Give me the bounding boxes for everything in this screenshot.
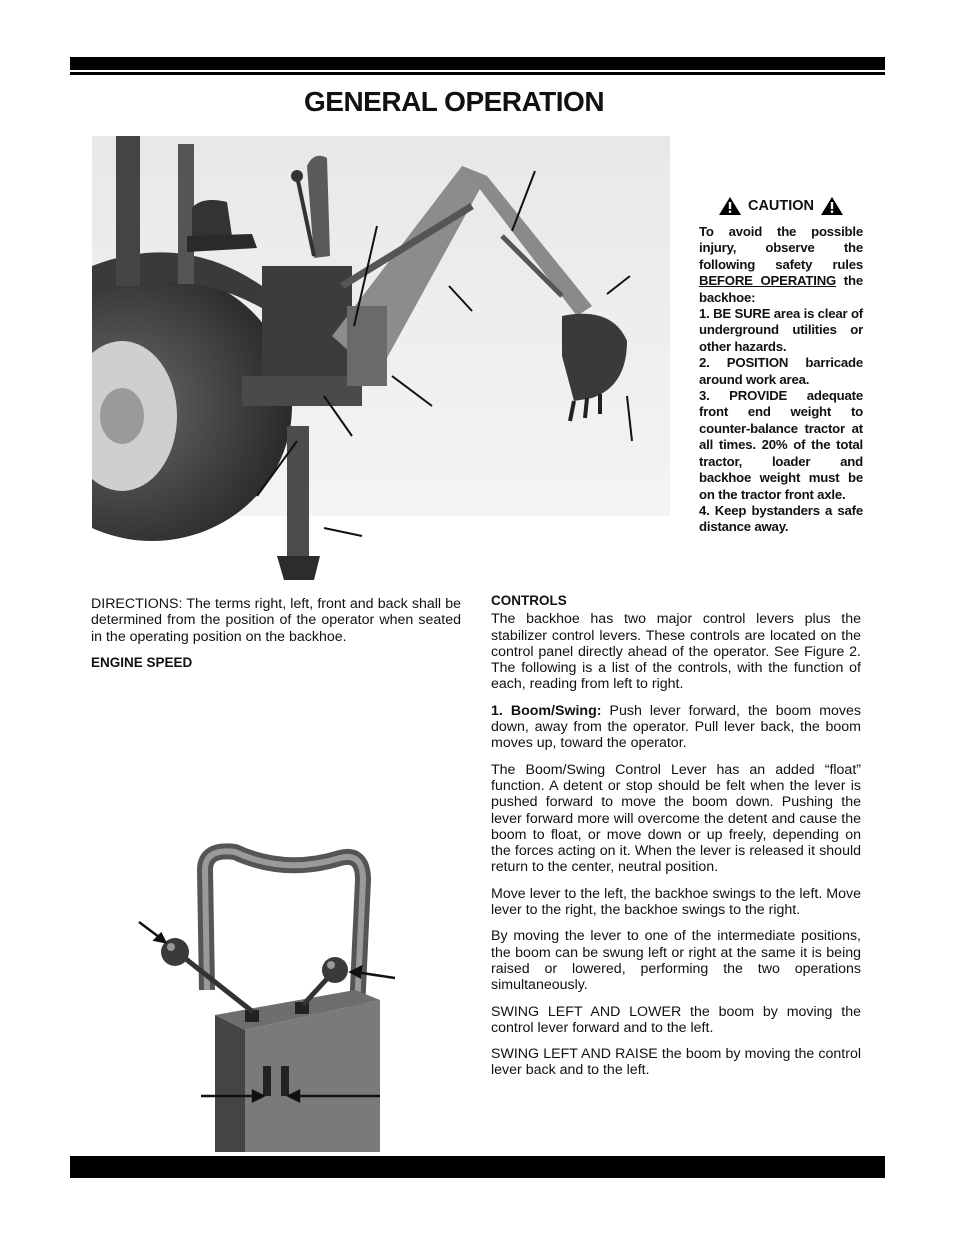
boom-swing-paragraph [491, 703, 861, 752]
bottom-rule [70, 1156, 885, 1178]
caution-rule: 1. BE SURE area is clear of underground utilities or other hazards. [699, 306, 863, 354]
control-levers-photo [135, 840, 395, 1152]
caution-rule: 4. Keep bystanders a safe distance away. [699, 502, 863, 535]
float-paragraph: The Boom/Swing Control Lever has an added “float” function. A detent or stop should be felt when the lever is pushed forward to move the boom down. Pushing the lever forward more will overcome the detent and cause the boom to float, or move down or up freely, depending on the forces acting on it. When the lever is released it should return to the center, neutral position. [491, 761, 861, 876]
caution-intro-emphasis: BEFORE OPERATING [699, 273, 837, 289]
intermediate-paragraph: By moving the lever to one of the intermediate positions, the boom can be swung left or right at the same it is being raised or lowered, performing the two operations simultaneously. [491, 928, 861, 994]
right-column [491, 593, 861, 1089]
swing-raise-paragraph: SWING LEFT AND RAISE the boom by moving the control lever back and to the left. [491, 1046, 861, 1079]
warning-triangle-icon [820, 196, 844, 216]
caution-intro-text: To avoid the possible injury, observe the following safety rules [699, 224, 863, 272]
swing-paragraph: Move lever to the left, the backhoe swings to the left. Move lever to the right, the backhoe swings to the right. [491, 885, 861, 919]
warning-triangle-icon [718, 196, 742, 216]
caution-box [699, 196, 863, 536]
caution-rule: 3. PROVIDE adequate front end weight to counter-balance tractor at all times. 20% of the total tractor, loader and backhoe weight must be on the tractor front axle. [699, 388, 863, 502]
caution-intro [699, 224, 863, 306]
left-column [91, 596, 461, 673]
controls-heading: CONTROLS [491, 593, 567, 608]
engine-speed-heading: ENGINE SPEED [91, 654, 193, 670]
controls-intro-paragraph: The backhoe has two major control levers plus the stabilizer control levers. These controls are located on the control panel directly ahead of the operator. See Figure 2. The following is a list of the controls, with the function of each, reading from left to right. [491, 611, 861, 693]
page-title: GENERAL OPERATION [304, 86, 605, 117]
boom-swing-label: 1. Boom/Swing: [491, 702, 602, 719]
top-rule-thick [70, 57, 885, 70]
swing-lower-paragraph: SWING LEFT AND LOWER the boom by moving the control lever forward and to the left. [491, 1003, 861, 1036]
caution-intro-text-end: the backhoe: [699, 273, 863, 305]
caution-heading [699, 196, 863, 216]
boom-swing-text: Push lever forward, the boom moves down, away from the operator. Pull lever back, the boom moves up, toward the operator. [491, 702, 861, 752]
tractor-backhoe-photo [92, 136, 670, 580]
caution-label: CAUTION [747, 197, 815, 214]
directions-paragraph: DIRECTIONS: The terms right, left, front and back shall be determined from the position of the operator when seated in the operating position on the backhoe. [91, 596, 461, 645]
top-rule-thin [70, 72, 885, 75]
caution-rule: 2. POSITION barricade around work area. [699, 355, 863, 387]
